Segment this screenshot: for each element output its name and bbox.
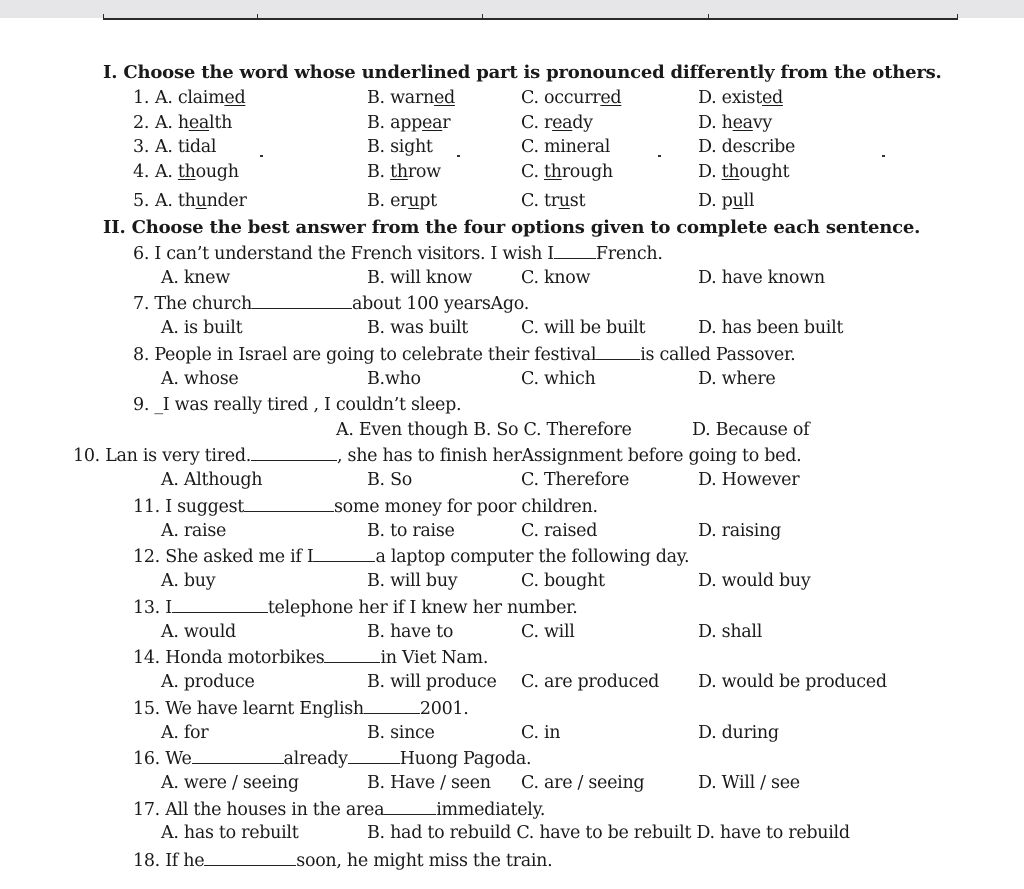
- option: C. bought: [521, 571, 605, 591]
- underlined-part: ed: [433, 88, 455, 108]
- word-option: [367, 161, 441, 183]
- word-option: [367, 190, 437, 212]
- option: C. in: [521, 723, 561, 743]
- word-option: [521, 136, 610, 158]
- answer-blank: [364, 697, 420, 714]
- question-16: [133, 747, 531, 770]
- question-text: 13. I: [133, 598, 172, 618]
- question-text: , she has to finish herAssignment before going to bed.: [337, 446, 802, 466]
- word-part: ought: [739, 162, 790, 182]
- table-tick: [482, 14, 483, 20]
- item-number: 5.: [133, 191, 150, 211]
- option: D. shall: [698, 622, 763, 642]
- option: A. were / seeing: [161, 773, 299, 793]
- table-tick: [103, 14, 104, 20]
- word-option: [521, 112, 593, 134]
- word-part: D. h: [698, 113, 733, 133]
- word-option: [698, 112, 772, 134]
- question-11: [133, 495, 598, 518]
- word-option: [155, 87, 245, 109]
- answer-blank: [204, 849, 296, 866]
- underlined-part: th: [721, 162, 740, 182]
- word-option: [155, 112, 232, 134]
- option: C. are / seeing: [521, 773, 645, 793]
- underlined-part: th: [177, 162, 196, 182]
- word-part: A.: [155, 162, 178, 182]
- option: D. during: [698, 723, 779, 743]
- option: D. Because of: [692, 420, 810, 440]
- question-text: 6. I can’t understand the French visitors. I wish I: [133, 244, 554, 264]
- option: D. Will / see: [698, 773, 800, 793]
- option: D. has been built: [698, 318, 844, 338]
- question-text: a laptop computer the following day.: [375, 547, 690, 567]
- answer-blank: [596, 343, 640, 360]
- underlined-part: u: [558, 191, 570, 211]
- option: C. will: [521, 622, 575, 642]
- question-10: [73, 444, 801, 467]
- question-15: [133, 697, 469, 720]
- stray-mark: [882, 155, 885, 157]
- word-part: C. r: [521, 113, 553, 133]
- option: C. raised: [521, 521, 598, 541]
- underlined-part: ea: [188, 113, 210, 133]
- word-part: ough: [195, 162, 239, 182]
- word-part: ll: [743, 191, 755, 211]
- word-part: st: [569, 191, 586, 211]
- question-text: 18. If he: [133, 851, 205, 871]
- stray-mark: [260, 155, 263, 157]
- question-text: 14. Honda motorbikes: [133, 648, 325, 668]
- word-option: [698, 190, 754, 212]
- word-part: B. warn: [367, 88, 434, 108]
- question-text: in Viet Nam.: [380, 648, 489, 668]
- word-part: D. p: [698, 191, 733, 211]
- question-17: [133, 798, 545, 821]
- underlined-part: ed: [600, 88, 622, 108]
- underlined-part: ed: [761, 88, 783, 108]
- option-group: A. Even though B. So C. Therefore: [336, 420, 632, 440]
- word-option: [698, 136, 795, 158]
- word-part: A. claim: [155, 88, 225, 108]
- option: B.who: [367, 369, 421, 389]
- option: D. would buy: [698, 571, 811, 591]
- underlined-part: u: [195, 191, 207, 211]
- option: A. produce: [161, 672, 255, 692]
- answer-blank: [313, 545, 375, 562]
- option: B. since: [367, 723, 435, 743]
- question-9: 9. _I was really tired , I couldn’t sleep.: [133, 395, 462, 415]
- word-part: r: [442, 113, 451, 133]
- question-text: French.: [595, 244, 663, 264]
- word-part: D. exist: [698, 88, 762, 108]
- table-tick: [257, 14, 258, 20]
- question-text: 15. We have learnt English: [133, 699, 364, 719]
- option: A. would: [161, 622, 236, 642]
- option: A. has to rebuilt: [161, 823, 299, 843]
- question-text: immediately.: [436, 800, 546, 820]
- word-option: [367, 136, 433, 158]
- underlined-part: ed: [224, 88, 246, 108]
- word-option: [698, 87, 783, 109]
- question-text: about 100 yearsAgo.: [352, 294, 529, 314]
- word-part: nder: [206, 191, 247, 211]
- word-part: A. tidal: [155, 137, 217, 157]
- option: C. which: [521, 369, 596, 389]
- word-option: [521, 161, 613, 183]
- word-part: B. er: [367, 191, 409, 211]
- underlined-part: th: [390, 162, 408, 182]
- underlined-part: u: [732, 191, 744, 211]
- question-6: [133, 242, 663, 265]
- word-option: [367, 87, 455, 109]
- question-text: 7. The church: [133, 294, 253, 314]
- option: D. have known: [698, 268, 825, 288]
- word-part: B.: [367, 162, 391, 182]
- top-band: [0, 0, 1024, 18]
- question-text: 17. All the houses in the area: [133, 800, 385, 820]
- question-text: 2001.: [419, 699, 469, 719]
- question-text: Huong Pagoda.: [399, 749, 532, 769]
- cut-off-next-section: [60, 880, 940, 889]
- option: B. will know: [367, 268, 473, 288]
- question-12: [133, 545, 689, 568]
- word-part: lth: [209, 113, 233, 133]
- answer-blank: [554, 242, 596, 259]
- word-part: A. h: [155, 113, 189, 133]
- option: D. However: [698, 470, 800, 490]
- answer-blank: [324, 646, 380, 663]
- option: B. have to: [367, 622, 454, 642]
- option: A. whose: [161, 369, 239, 389]
- question-text: 11. I suggest: [133, 497, 244, 517]
- answer-blank: [172, 596, 268, 613]
- item-number: 3.: [133, 137, 150, 157]
- option: C. Therefore: [521, 470, 630, 490]
- answer-blank: [252, 292, 352, 309]
- option: B. will buy: [367, 571, 458, 591]
- underlined-part: ea: [732, 113, 753, 133]
- word-option: [155, 190, 247, 212]
- word-part: B. sight: [367, 137, 433, 157]
- option: C. know: [521, 268, 591, 288]
- table-tick: [708, 14, 709, 20]
- answer-blank: [348, 747, 400, 764]
- option: A. for: [161, 723, 209, 743]
- option: D. would be produced: [698, 672, 887, 692]
- question-text: 10. Lan is very tired.: [73, 446, 251, 466]
- question-8: [133, 343, 795, 366]
- word-option: [521, 87, 621, 109]
- answer-blank: [384, 798, 436, 815]
- option: A. knew: [161, 268, 230, 288]
- option: B. So: [367, 470, 413, 490]
- option: A. is built: [161, 318, 243, 338]
- question-7: [133, 292, 529, 315]
- question-text: is called Passover.: [640, 345, 796, 365]
- word-part: vy: [752, 113, 772, 133]
- word-part: C. mineral: [521, 137, 611, 157]
- question-text: 12. She asked me if I: [133, 547, 314, 567]
- word-part: A. th: [155, 191, 196, 211]
- option: B. will produce: [367, 672, 497, 692]
- table-tick: [957, 14, 958, 20]
- word-part: C. tr: [521, 191, 559, 211]
- word-option: [155, 136, 216, 158]
- option: A. raise: [161, 521, 227, 541]
- option: D. raising: [698, 521, 781, 541]
- option: B. Have / seen: [367, 773, 491, 793]
- word-option: [698, 161, 789, 183]
- question-text: telephone her if I knew her number.: [267, 598, 578, 618]
- item-number: 4.: [133, 162, 150, 182]
- word-part: row: [407, 162, 441, 182]
- option-group: B. had to rebuild C. have to be rebuilt D. have to rebuild: [367, 823, 850, 843]
- question-text: soon, he might miss the train.: [296, 851, 553, 871]
- item-number: 1.: [133, 88, 150, 108]
- question-13: [133, 596, 578, 619]
- option: B. was built: [367, 318, 469, 338]
- option: D. where: [698, 369, 776, 389]
- question-14: [133, 646, 488, 669]
- question-18: [133, 849, 552, 872]
- stray-mark: [457, 155, 460, 157]
- word-part: C. occurr: [521, 88, 601, 108]
- word-part: dy: [572, 113, 593, 133]
- word-part: B. app: [367, 113, 423, 133]
- word-option: [155, 161, 239, 183]
- section-1-heading: I. Choose the word whose underlined part is pronounced differently from the others.: [103, 62, 942, 83]
- word-part: rough: [561, 162, 613, 182]
- word-part: pt: [419, 191, 437, 211]
- word-part: D. describe: [698, 137, 796, 157]
- question-text: 8. People in Israel are going to celebrate their festival: [133, 345, 597, 365]
- option: A. Although: [161, 470, 263, 490]
- question-text: 16. We: [133, 749, 192, 769]
- option: B. to raise: [367, 521, 455, 541]
- answer-blank: [192, 747, 284, 764]
- question-text: already: [283, 749, 348, 769]
- word-part: C.: [521, 162, 544, 182]
- word-option: [367, 112, 450, 134]
- table-border-line: [103, 18, 958, 20]
- word-option: [521, 190, 585, 212]
- answer-blank: [244, 495, 334, 512]
- option: A. buy: [161, 571, 216, 591]
- question-text: some money for poor children.: [334, 497, 598, 517]
- stray-mark: [658, 155, 661, 157]
- underlined-part: th: [544, 162, 562, 182]
- section-2-heading: II. Choose the best answer from the four options given to complete each sentence.: [103, 217, 921, 238]
- underlined-part: ea: [552, 113, 573, 133]
- item-number: 2.: [133, 113, 150, 133]
- underlined-part: ea: [422, 113, 443, 133]
- underlined-part: u: [408, 191, 420, 211]
- answer-blank: [251, 444, 337, 461]
- option: C. will be built: [521, 318, 646, 338]
- word-part: D.: [698, 162, 722, 182]
- option: C. are produced: [521, 672, 660, 692]
